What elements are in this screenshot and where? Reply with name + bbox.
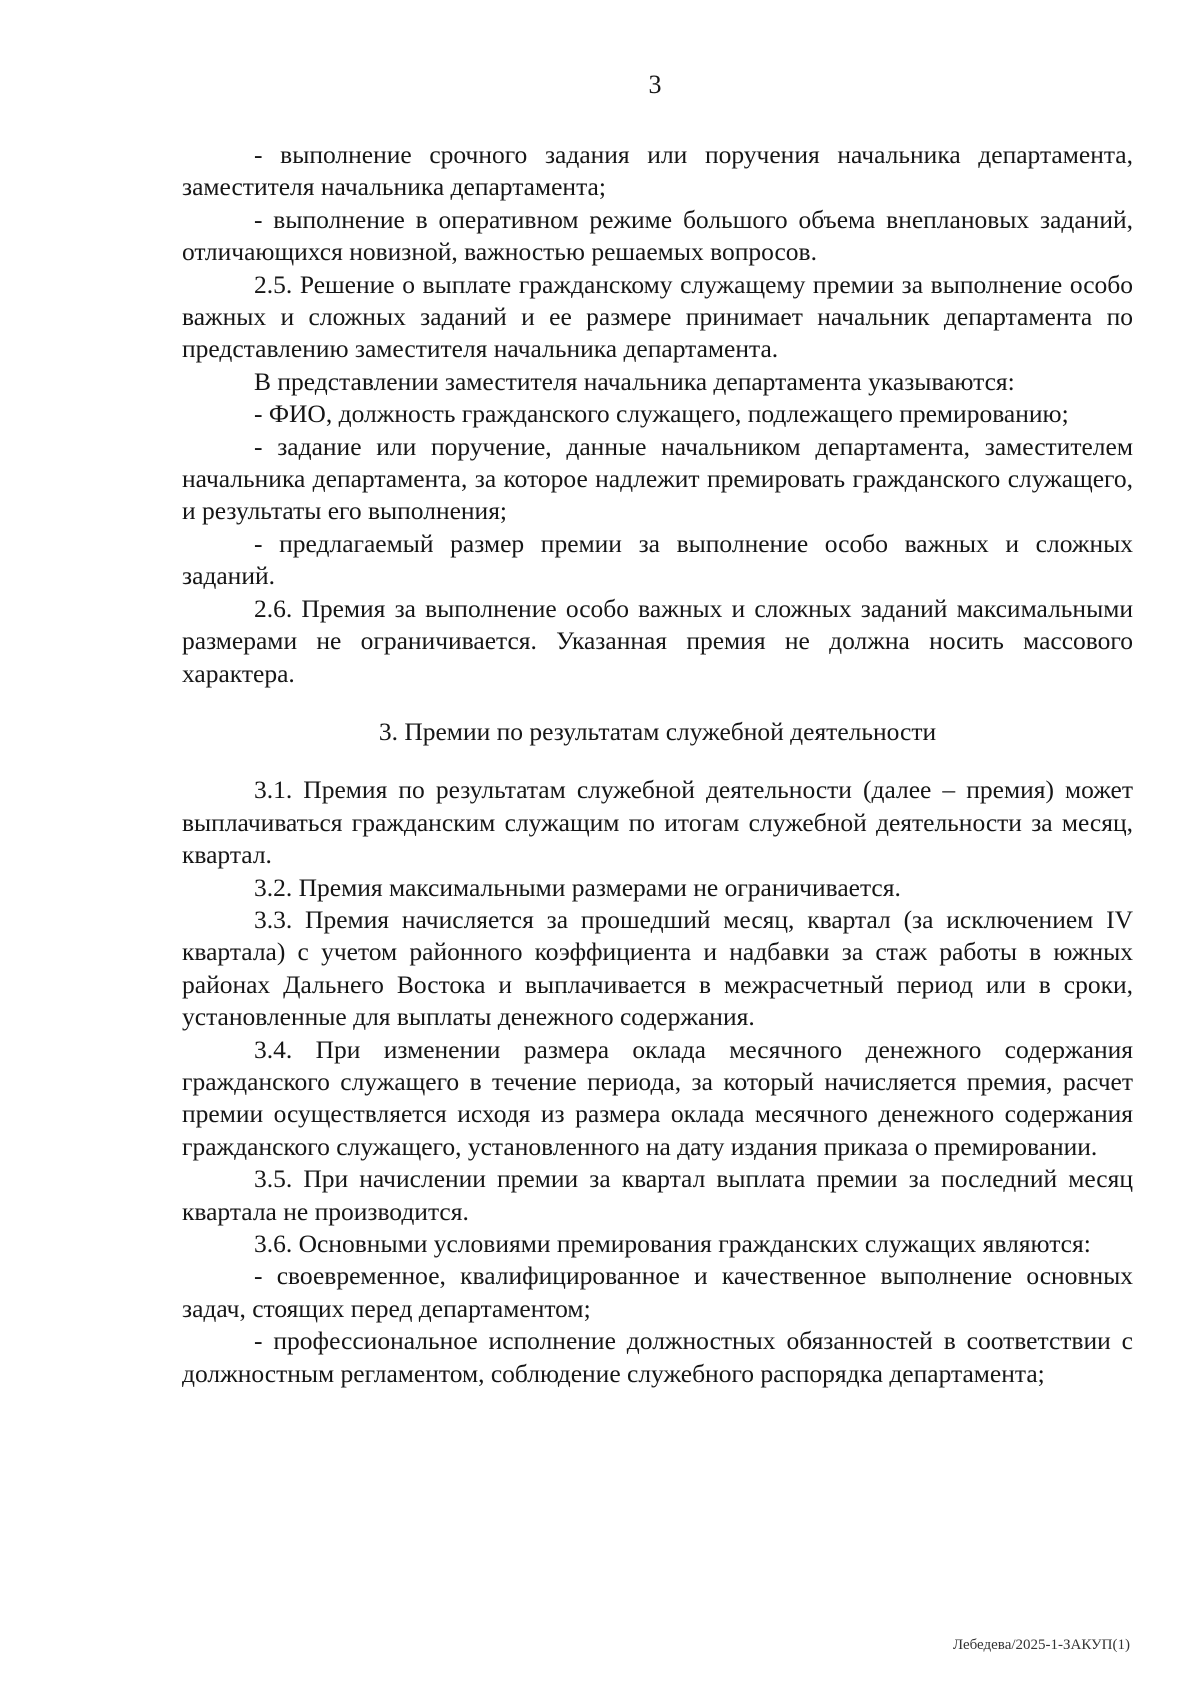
- section-heading: 3. Премии по результатам служебной деятельности: [378, 716, 937, 746]
- paragraph: 3.1. Премия по результатам служебной деятельности (далее – премия) может выплачиваться гражданским служащим по итогам служебной деятельности за месяц, квартал.: [182, 775, 1133, 870]
- paragraph: - профессиональное исполнение должностных обязанностей в соответствии с должностным регламентом, соблюдение служебного распорядка департамента;: [182, 1326, 1133, 1388]
- paragraph: 3.3. Премия начисляется за прошедший месяц, квартал (за исключением IV квартала) с учетом районного коэффициента и надбавки за стаж работы в южных районах Дальнего Востока и выплачивается в межрасчетный период или в сроки, установленные для выплаты денежного содержания.: [182, 904, 1133, 1032]
- paragraph: 3.5. При начислении премии за квартал выплата премии за последний месяц квартала не производится.: [182, 1164, 1133, 1226]
- paragraph: - своевременное, квалифицированное и качественное выполнение основных задач, стоящих перед департаментом;: [182, 1261, 1133, 1323]
- paragraph: 3.2. Премия максимальными размерами не ограничивается.: [254, 872, 901, 902]
- paragraph: 3.4. При изменении размера оклада месячного денежного содержания гражданского служащего в течение периода, за который начисляется премия, расчет премии осуществляется исходя из размера оклада месячного денежного содержания гражданского служащего, установленного на дату издания приказа о премировании.: [182, 1034, 1133, 1161]
- document-body: [182, 139, 1133, 1390]
- paragraph: - задание или поручение, данные начальником департамента, заместителем начальника департамента, за которое надлежит премировать гражданского служащего, и результаты его выполнения;: [182, 431, 1133, 526]
- paragraph: - ФИО, должность гражданского служащего, подлежащего премированию;: [254, 399, 1069, 429]
- paragraph: - предлагаемый размер премии за выполнение особо важных и сложных заданий.: [182, 528, 1133, 591]
- paragraph: 2.6. Премия за выполнение особо важных и сложных заданий максимальными размерами не ограничивается. Указанная премия не должна носить массового характера.: [182, 593, 1133, 688]
- paragraph: В представлении заместителя начальника департамента указываются:: [254, 366, 1015, 396]
- document-footer-code: Лебедева/2025-1-ЗАКУП(1): [952, 1637, 1130, 1653]
- paragraph: 2.5. Решение о выплате гражданскому служащему премии за выполнение особо важных и сложных заданий и ее размере принимает начальник департамента по представлению заместителя начальника департамента.: [182, 269, 1133, 364]
- paragraph: - выполнение в оперативном режиме большого объема внеплановых заданий, отличающихся новизной, важностью решаемых вопросов.: [182, 204, 1133, 267]
- page-number: 3: [648, 70, 662, 99]
- paragraph: - выполнение срочного задания или поручения начальника департамента, заместителя начальника департамента;: [182, 140, 1133, 202]
- paragraph: 3.6. Основными условиями премирования гражданских служащих являются:: [254, 1229, 1091, 1258]
